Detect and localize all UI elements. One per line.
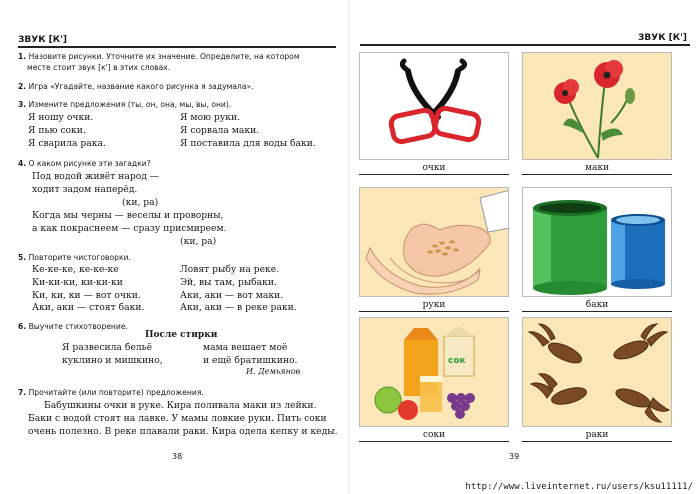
task-4 (18, 159, 151, 170)
left-header-rule (18, 46, 336, 48)
sentence: Я мою руки. (180, 112, 241, 123)
hands-icon (360, 188, 509, 297)
card-juice (359, 317, 509, 427)
riddle-line: ходит задом наперёд. (32, 183, 138, 195)
reading-line: Бабушкины очки в руке. Кира поливала маки из лейки. (44, 400, 317, 411)
sentence: Я поставила для воды баки. (180, 137, 316, 149)
task-1-line-2: месте стоит звук [к'] в этих словах. (27, 62, 171, 72)
task-5-text: Повторите чистоговорки. (28, 253, 131, 262)
poem-line: мама вешает моё (203, 342, 288, 353)
tongue-twister-line: Аки, аки — вот маки. (180, 289, 284, 301)
poem-title: После стирки (145, 330, 218, 340)
task-1-number: 1. (18, 52, 27, 61)
card-barrels (522, 187, 672, 297)
task-1 (18, 52, 340, 73)
riddle-line: Когда мы черны — веселы и проворны, (32, 210, 224, 221)
barrels-icon (523, 188, 672, 297)
poem-right (203, 342, 297, 368)
task-2 (18, 82, 254, 93)
left-page (0, 0, 349, 494)
task-7-text: Прочитайте (или повторите) предложения. (28, 388, 204, 397)
task-4-number: 4. (18, 159, 27, 168)
task-4-text: О каком рисунке эти загадки? (28, 159, 151, 168)
sentence: Я ношу очки. (28, 112, 94, 123)
juice-label: сок (448, 356, 466, 366)
sentence: Я сварила рака. (28, 137, 106, 149)
task-3 (18, 100, 231, 111)
card-hands (359, 187, 509, 297)
poem-line: и ещё братишкино. (203, 354, 298, 366)
task-7 (18, 388, 204, 399)
tongue-twisters-left (32, 264, 144, 315)
caption-crayfish: раки (585, 430, 609, 440)
task-5 (18, 253, 131, 264)
task-3-text: Измените предложения (ты, он, она, мы, вы, они). (28, 100, 232, 109)
task-7-reading (28, 400, 338, 438)
right-page-header: ЗВУК [К'] (638, 33, 688, 43)
riddle-answer: (ки, ра) (180, 235, 217, 247)
reading-line: Баки с водой стоят на лавке. У мамы ловкие руки. Пить соки (28, 412, 327, 424)
reading-line: очень полезно. В реке плавали раки. Кира одела кепку и кеды. (28, 425, 338, 437)
poppy-icon (523, 53, 672, 160)
riddle-line: а как покраснеем — сразу присмиреем. (32, 222, 227, 234)
task-7-number: 7. (18, 388, 27, 397)
page-number-left: 38 (172, 452, 183, 461)
tongue-twister-line: Аки, аки — стоят баки. (32, 302, 145, 314)
riddle-1 (32, 171, 159, 209)
caption-rule (522, 311, 672, 312)
sentences-right (180, 112, 316, 150)
right-page (350, 0, 699, 494)
right-header-rule (360, 44, 690, 46)
poem-line: Я развесила бельё (62, 342, 153, 353)
caption-glasses: очки (422, 163, 446, 173)
card-crayfish (522, 317, 672, 427)
caption-juice: соки (422, 430, 446, 440)
sentence: Я сорвала маки. (180, 124, 260, 136)
task-5-number: 5. (18, 253, 27, 262)
task-6 (18, 322, 128, 333)
caption-rule (522, 441, 672, 442)
riddle-answer: (ки, ра) (122, 196, 159, 208)
page-number-right: 39 (509, 452, 520, 461)
riddle-2 (32, 210, 227, 248)
caption-hands: руки (422, 300, 446, 310)
poem-left (62, 342, 163, 368)
caption-poppies: маки (585, 163, 609, 173)
task-2-text: Игра «Угадайте, название какого рисунка я задумала». (28, 82, 254, 91)
glasses-icon (360, 53, 509, 160)
watermark-url: http://www.liveinternet.ru/users/ksu11111/ (465, 482, 693, 492)
sentences-left (28, 112, 106, 150)
left-page-header: ЗВУК [К'] (18, 35, 68, 45)
card-glasses (359, 52, 509, 160)
tongue-twister-line: Ловят рыбу на реке. (180, 264, 280, 275)
caption-barrels: баки (585, 300, 609, 310)
card-poppies (522, 52, 672, 160)
caption-rule (359, 441, 509, 442)
crayfish-icon (523, 318, 672, 427)
tongue-twister-line: Ки, ки, ки — вот очки. (32, 289, 141, 301)
caption-rule (359, 174, 509, 175)
task-6-text: Выучите стихотворение. (28, 322, 128, 331)
task-6-number: 6. (18, 322, 27, 331)
caption-rule (359, 311, 509, 312)
task-2-number: 2. (18, 82, 27, 91)
poem-line: куклино и мишкино, (62, 354, 163, 366)
juice-icon (360, 318, 509, 427)
task-1-line-1: Назовите рисунки. Уточните их значение. Определите, на котором (28, 52, 300, 61)
tongue-twister-line: Эй, вы там, рыбаки. (180, 276, 277, 288)
riddle-line: Под водой живёт народ — (32, 171, 160, 182)
poem-author: И. Демьянов (246, 367, 301, 376)
tongue-twister-line: Ки-ки-ки, ки-ки-ки (32, 276, 123, 288)
tongue-twisters-right (180, 264, 297, 315)
task-3-number: 3. (18, 100, 27, 109)
tongue-twister-line: Ке-ке-ке, ке-ке-ке (32, 264, 119, 275)
sentence: Я пью соки. (28, 124, 86, 136)
tongue-twister-line: Аки, аки — в реке раки. (180, 302, 297, 314)
caption-rule (522, 174, 672, 175)
